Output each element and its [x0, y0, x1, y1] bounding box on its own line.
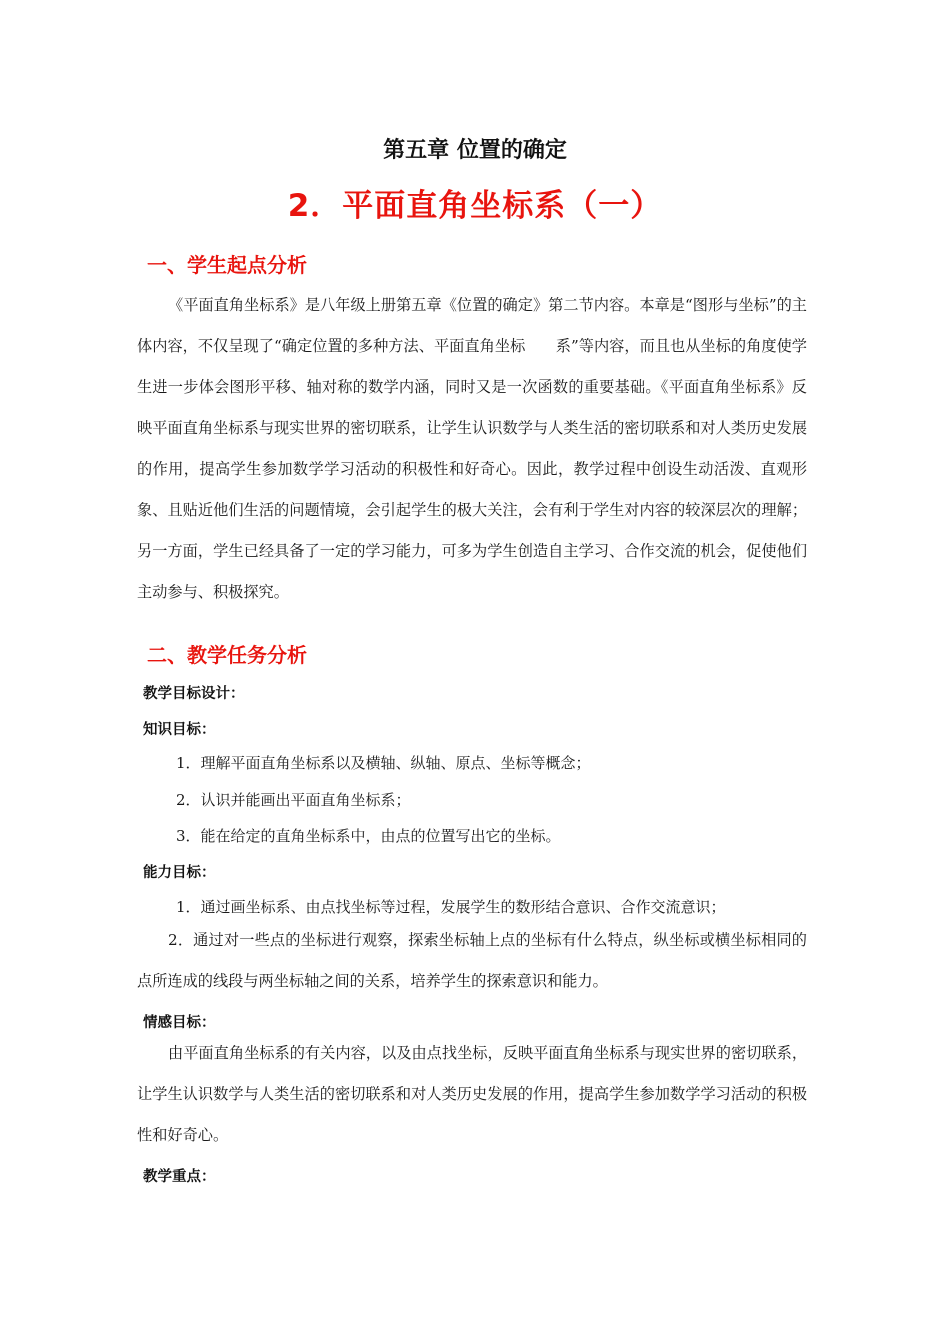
goal-design-label: 教学目标设计： [143, 686, 245, 702]
key-point-label: 教学重点： [143, 1169, 216, 1185]
emotion-goal-paragraph: 由平面直角坐标系的有关内容，以及由点找坐标，反映平面直角坐标系与现实世界的密切联系，让学生认识数学与人类生活的密切联系和对人类历史发展的作用，提高学生参加数学学习活动的积极性和好奇心。 [137, 1044, 807, 1144]
emotion-goal-label: 情感目标： [143, 1015, 216, 1031]
ability-item: 2．通过对一些点的坐标进行观察，探索坐标轴上点的坐标有什么特点，纵坐标或横坐标相同的点所连成的线段与两坐标轴之间的关系，培养学生的探索意识和能力。 [137, 931, 807, 990]
section-heading-student-analysis: 一、学生起点分析 [147, 253, 307, 277]
ability-goal-label: 能力目标： [143, 865, 216, 881]
knowledge-goal-label: 知识目标： [143, 722, 216, 738]
chapter-title: 第五章 位置的确定 [383, 138, 567, 163]
knowledge-item: 2．认识并能画出平面直角坐标系； [176, 791, 411, 809]
knowledge-item: 3．能在给定的直角坐标系中，由点的位置写出它的坐标。 [176, 827, 561, 845]
lesson-title: 2．平面直角坐标系（一） [287, 188, 663, 224]
student-analysis-paragraph: 《平面直角坐标系》是八年级上册第五章《位置的确定》第二节内容。本章是“图形与坐标”的主体内容，不仅呈现了“确定位置的多种方法、平面直角坐标 系”等内容，而且也从坐标的角度使学生进一步体会图形平移、轴对称的数学内涵，同时又是一次函数的重要基础。《平面直角坐标系》反映平面直角坐标系与现实世界的密切联系，让学生认识数学与人类生活的密切联系和对人类历史发展的作用，提高学生参加数学学习活动的积极性和好奇心。因此，教学过程中创设生动活泼、直观形象、且贴近他们生活的问题情境，会引起学生的极大关注，会有利于学生对内容的较深层次的理解；另一方面，学生已经具备了一定的学习能力，可多为学生创造自主学习、合作交流的机会，促使他们主动参与、积极探究。 [137, 296, 807, 601]
knowledge-item: 1．理解平面直角坐标系以及横轴、纵轴、原点、坐标等概念； [176, 754, 591, 772]
section-heading-task-analysis: 二、教学任务分析 [147, 643, 307, 667]
ability-item: 1．通过画坐标系、由点找坐标等过程，发展学生的数形结合意识、合作交流意识； [176, 898, 726, 916]
